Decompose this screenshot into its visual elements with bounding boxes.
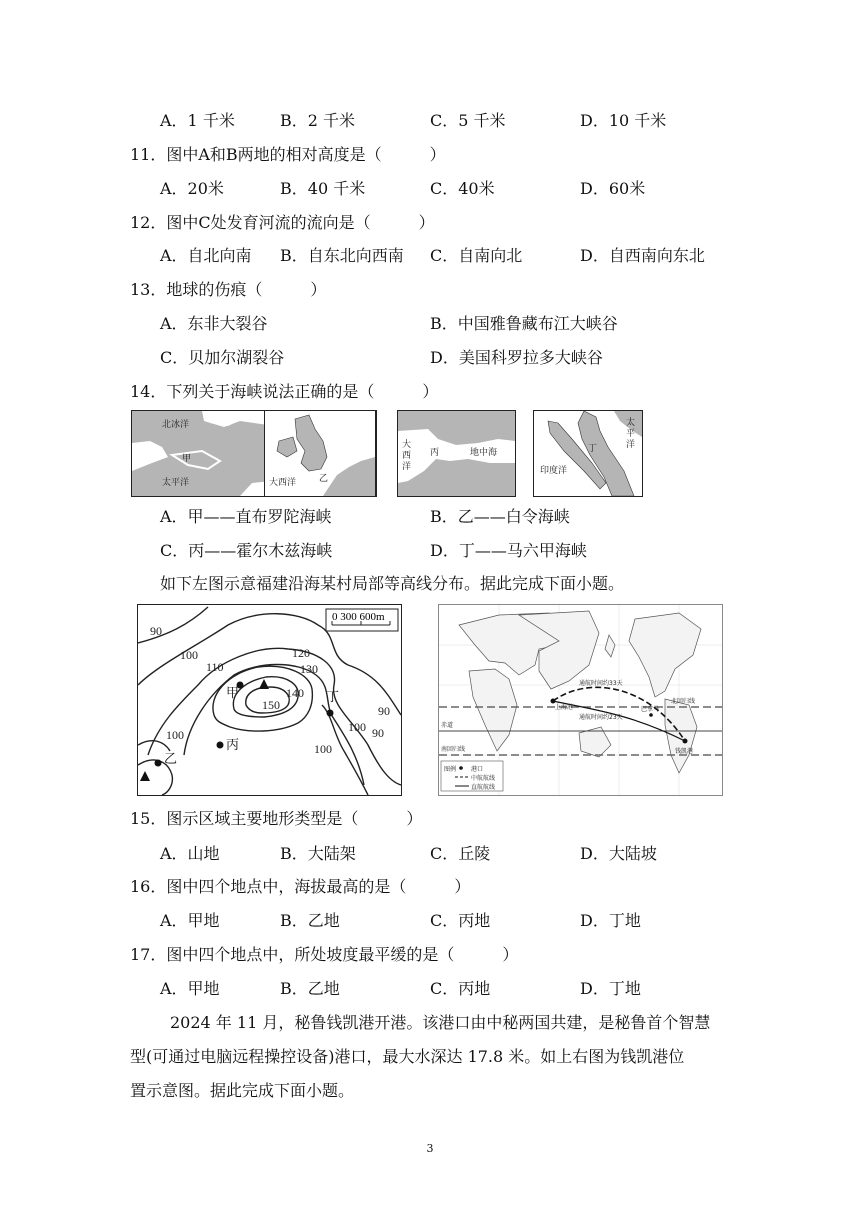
place-jia: 甲: [226, 685, 240, 700]
chancay-intro-line-2: 型(可通过电脑远程操控设备)港口，最大水深达 17.8 米。如上右图为钱凯港位: [130, 1047, 685, 1066]
legend-transit-route: 中航航线: [471, 775, 496, 782]
chancay-intro-line-3: 置示意图。据此完成下面小题。: [130, 1081, 355, 1100]
q12-stem: 12．图中C处发育河流的流向是（ ）: [130, 213, 435, 232]
q17-option-c: C．丙地: [430, 979, 491, 998]
q17-option-b: B．乙地: [280, 979, 340, 998]
contour-label-130: 130: [300, 662, 318, 676]
q10-option-b: B．2 千米: [280, 111, 356, 130]
q12-option-a: A．自北向南: [160, 246, 252, 265]
q13-stem: 13．地球的伤痕（ ）: [130, 280, 327, 299]
jia-label-pacific: 太平洋: [162, 478, 190, 488]
q17-stem: 17．图中四个地点中，所处坡度最平缓的是（ ）: [130, 945, 519, 964]
q13-option-b: B．中国雅鲁藏布江大峡谷: [430, 314, 618, 333]
yi-label-atlantic: 大西洋: [269, 478, 297, 488]
q10-option-c: C．5 千米: [430, 111, 506, 130]
summit-icon: [259, 679, 269, 689]
q16-stem: 16．图中四个地点中，海拔最高的是（ ）: [130, 877, 471, 896]
q11-option-c: C．40米: [430, 179, 495, 198]
scale-label: 0 300 600m: [332, 611, 385, 623]
q16-option-d: D．丁地: [580, 911, 641, 930]
peak-icon: [140, 771, 150, 781]
q16-option-c: C．丙地: [430, 911, 491, 930]
place-ding: 丁: [326, 689, 340, 704]
contour-label-90-b: 90: [372, 726, 384, 740]
world-map: [438, 604, 723, 796]
q14-option-c: C．丙——霍尔木兹海峡: [160, 541, 333, 560]
strait-map-ding: [533, 410, 643, 497]
q14-option-b: B．乙——白令海峡: [430, 507, 570, 526]
contour-label-150: 150: [262, 698, 280, 712]
q16-option-a: A．甲地: [160, 911, 220, 930]
port-panama: 巴拿马: [641, 706, 660, 713]
q11-stem: 11．图中A和B两地的相对高度是（ ）: [130, 145, 446, 164]
route-23-days: 通航时间约23天: [579, 714, 623, 721]
place-bing: 丙: [226, 737, 240, 752]
q15-option-d: D．大陆坡: [580, 844, 657, 863]
contour-label-120: 120: [292, 646, 310, 660]
jia-label-arctic: 北冰洋: [162, 420, 190, 430]
q16-option-b: B．乙地: [280, 911, 340, 930]
q15-stem: 15．图示区域主要地形类型是（ ）: [130, 809, 423, 828]
q14-option-d: D．丁——马六甲海峡: [430, 541, 587, 560]
q14-stem: 14．下列关于海峡说法正确的是（ ）: [130, 382, 439, 401]
q17-option-d: D．丁地: [580, 979, 641, 998]
jia-label-strait: 甲: [182, 454, 192, 464]
equator: 赤道: [441, 722, 454, 729]
contour-label-100: 100: [180, 648, 198, 662]
contour-label-100-d: 100: [314, 742, 332, 756]
q11-option-b: B．40 千米: [280, 179, 366, 198]
page-number: 3: [426, 1142, 434, 1155]
port-shanghai: 上海港: [555, 704, 574, 711]
contour-map: [137, 604, 402, 796]
tropic-cancer: 北回归线: [671, 698, 696, 705]
contour-label-100-b: 100: [166, 728, 184, 742]
q17-option-a: A．甲地: [160, 979, 220, 998]
bing-label-strait: 丙: [430, 448, 440, 458]
contour-label-90-c: 90: [378, 704, 390, 718]
ding-label-pacific-2: 平: [626, 429, 636, 439]
ding-label-pacific-1: 太: [626, 418, 636, 428]
q15-option-a: A．山地: [160, 844, 220, 863]
place-yi: 乙: [164, 751, 178, 766]
q14-option-a: A．甲——直布罗陀海峡: [160, 507, 332, 526]
bing-label-atlantic-1: 大: [402, 440, 412, 450]
legend-port: 港口: [471, 766, 484, 773]
legend-title: 图例: [444, 766, 457, 773]
q12-option-d: D．自西南向东北: [580, 246, 705, 265]
q15-option-c: C．丘陵: [430, 844, 491, 863]
contour-intro: 如下左图示意福建沿海某村局部等高线分布。据此完成下面小题。: [160, 574, 625, 593]
q13-option-a: A．东非大裂谷: [160, 314, 268, 333]
q15-option-b: B．大陆架: [280, 844, 356, 863]
legend-direct-route: 直航航线: [471, 784, 496, 791]
port-chancay: 钱凯港: [675, 748, 694, 755]
chancay-intro-line-1: 2024 年 11 月，秘鲁钱凯港开港。该港口由中秘两国共建，是秘鲁首个智慧: [170, 1013, 711, 1032]
contour-label-100-c: 100: [348, 720, 366, 734]
bing-label-atlantic-3: 洋: [402, 462, 412, 472]
q13-option-d: D．美国科罗拉多大峡谷: [430, 348, 603, 367]
q10-option-a: A．1 千米: [160, 111, 235, 130]
q12-option-b: B．自东北向西南: [280, 246, 404, 265]
contour-label-140: 140: [286, 686, 304, 700]
strait-map-bing: [397, 410, 516, 497]
bing-label-med: 地中海: [470, 448, 498, 458]
bing-label-atlantic-2: 西: [402, 451, 412, 461]
q11-option-d: D．60米: [580, 179, 646, 198]
yi-label-strait: 乙: [319, 474, 329, 484]
q12-option-c: C．自南向北: [430, 246, 523, 265]
ding-label-indian: 印度洋: [540, 466, 568, 476]
ding-label-pacific-3: 洋: [626, 440, 636, 450]
contour-label-110: 110: [206, 660, 224, 674]
q13-option-c: C．贝加尔湖裂谷: [160, 348, 285, 367]
q10-option-d: D．10 千米: [580, 111, 667, 130]
strait-map-yi: [264, 410, 376, 497]
contour-label-90: 90: [150, 624, 162, 638]
q11-option-a: A．20米: [160, 179, 224, 198]
route-33-days: 通航时间约33天: [579, 680, 623, 687]
tropic-capricorn: 南回归线: [441, 746, 466, 753]
ding-label-strait: 丁: [588, 444, 598, 454]
